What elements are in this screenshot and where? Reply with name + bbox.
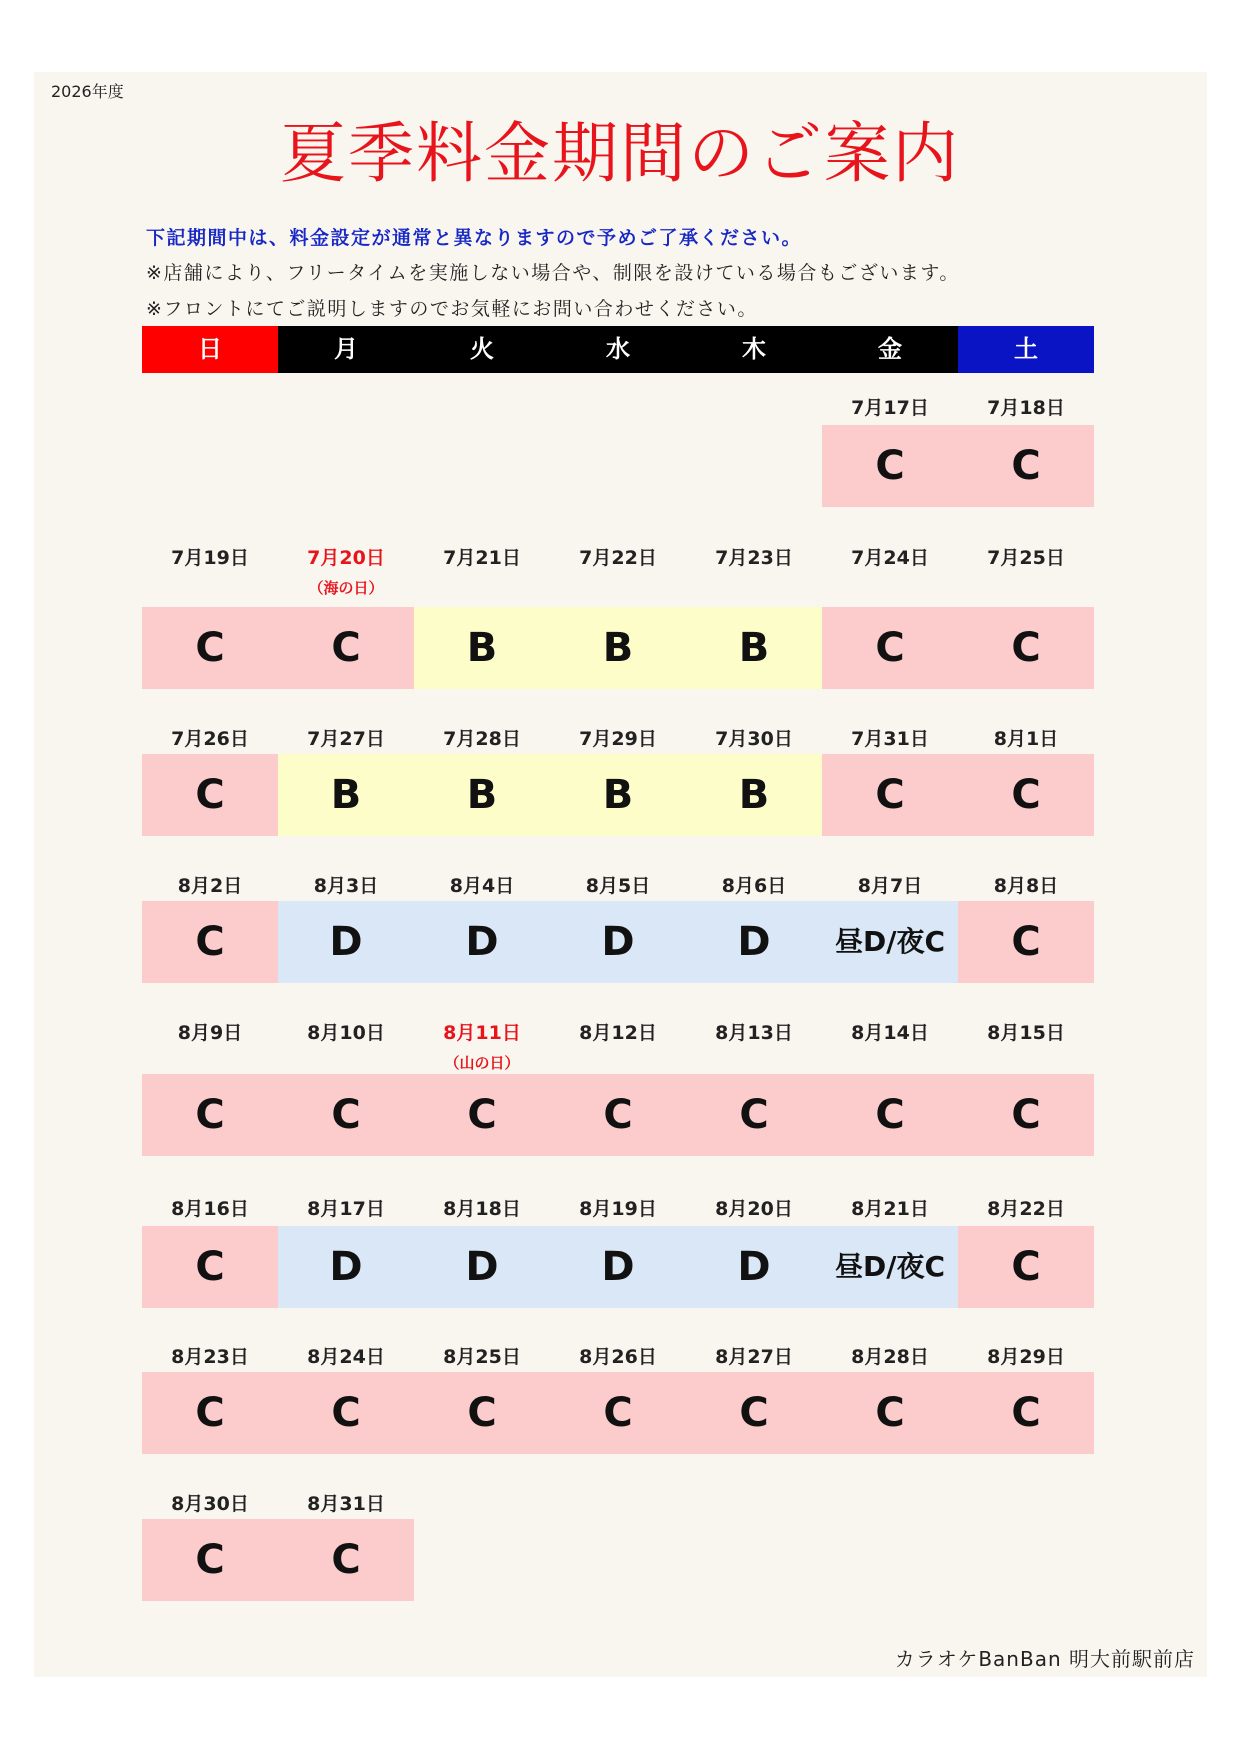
rate-cell: C: [958, 607, 1094, 689]
rate-cell: B: [278, 754, 414, 836]
rate-cell: B: [414, 754, 550, 836]
rate-cell: C: [142, 1372, 278, 1454]
rate-cell: D: [550, 1226, 686, 1308]
date-label: 8月24日: [307, 1346, 385, 1368]
rate-cell: 昼D/夜C: [822, 1226, 958, 1308]
date-label: 8月5日: [585, 875, 651, 897]
rate-cell: C: [550, 1074, 686, 1156]
rate-cell: D: [414, 1226, 550, 1308]
date-label: 7月18日: [987, 397, 1065, 419]
date-label: 7月26日: [171, 728, 249, 750]
rate-cell: C: [822, 754, 958, 836]
date-label: 8月22日: [987, 1198, 1065, 1220]
rate-cell: C: [278, 1372, 414, 1454]
weekday-header-friday: 金: [822, 326, 958, 373]
weekday-header-thursday: 木: [686, 326, 822, 373]
holiday-label: （海の日）: [308, 579, 384, 597]
rate-cell: C: [958, 425, 1094, 507]
date-label: 7月24日: [851, 547, 929, 569]
date-label: 8月10日: [307, 1022, 385, 1044]
date-label: 7月30日: [715, 728, 793, 750]
rate-cell: D: [686, 901, 822, 983]
weekday-header-sunday: 日: [142, 326, 278, 373]
date-label: 7月29日: [579, 728, 657, 750]
rate-cell: C: [142, 607, 278, 689]
date-label: 8月18日: [443, 1198, 521, 1220]
rate-cell: 昼D/夜C: [822, 901, 958, 983]
date-label: 7月21日: [443, 547, 521, 569]
rate-cell: B: [550, 754, 686, 836]
date-label: 8月27日: [715, 1346, 793, 1368]
date-label: 8月1日: [993, 728, 1059, 750]
date-label: 7月27日: [307, 728, 385, 750]
rate-cell: C: [142, 1226, 278, 1308]
rate-cell: D: [278, 901, 414, 983]
date-label: 8月26日: [579, 1346, 657, 1368]
date-label: 7月25日: [987, 547, 1065, 569]
rate-cell: B: [550, 607, 686, 689]
rate-cell: B: [414, 607, 550, 689]
rate-cell: C: [822, 1372, 958, 1454]
notice-free-time: ※店舗により、フリータイムを実施しない場合や、制限を設けている場合もございます。: [146, 262, 960, 284]
date-label: 8月28日: [851, 1346, 929, 1368]
date-label: 7月28日: [443, 728, 521, 750]
date-label: 8月20日: [715, 1198, 793, 1220]
rate-cell: C: [278, 607, 414, 689]
rate-cell: C: [822, 425, 958, 507]
date-label: 7月20日: [307, 547, 385, 569]
rate-cell: C: [822, 1074, 958, 1156]
date-label: 8月13日: [715, 1022, 793, 1044]
date-label: 8月4日: [449, 875, 515, 897]
date-label: 8月12日: [579, 1022, 657, 1044]
rate-cell: C: [686, 1074, 822, 1156]
date-label: 8月19日: [579, 1198, 657, 1220]
date-label: 8月25日: [443, 1346, 521, 1368]
rate-cell: C: [550, 1372, 686, 1454]
rate-cell: C: [142, 901, 278, 983]
rate-cell: C: [958, 754, 1094, 836]
rate-cell: B: [686, 607, 822, 689]
rate-cell: C: [142, 1519, 278, 1601]
rate-cell: B: [686, 754, 822, 836]
date-label: 7月31日: [851, 728, 929, 750]
date-label: 8月16日: [171, 1198, 249, 1220]
rate-cell: C: [958, 1074, 1094, 1156]
rate-cell: C: [414, 1372, 550, 1454]
date-label: 8月29日: [987, 1346, 1065, 1368]
date-label: 8月30日: [171, 1493, 249, 1515]
rate-cell: C: [958, 901, 1094, 983]
weekday-header-saturday: 土: [958, 326, 1094, 373]
store-name: カラオケBanBan 明大前駅前店: [894, 1647, 1195, 1671]
rate-cell: C: [958, 1226, 1094, 1308]
date-label: 8月3日: [313, 875, 379, 897]
rate-cell: C: [278, 1519, 414, 1601]
date-label: 8月15日: [987, 1022, 1065, 1044]
date-label: 8月11日: [443, 1022, 521, 1044]
date-label: 8月9日: [177, 1022, 243, 1044]
date-label: 8月14日: [851, 1022, 929, 1044]
date-label: 8月23日: [171, 1346, 249, 1368]
date-label: 7月19日: [171, 547, 249, 569]
rate-cell: D: [278, 1226, 414, 1308]
rate-cell: C: [822, 607, 958, 689]
fiscal-year-label: 2026年度: [51, 82, 124, 101]
rate-cell: C: [142, 754, 278, 836]
rate-cell: C: [278, 1074, 414, 1156]
rate-cell: C: [686, 1372, 822, 1454]
date-label: 8月6日: [721, 875, 787, 897]
rate-cell: D: [414, 901, 550, 983]
weekday-header-monday: 月: [278, 326, 414, 373]
date-label: 8月7日: [857, 875, 923, 897]
rate-cell: D: [686, 1226, 822, 1308]
date-label: 8月17日: [307, 1198, 385, 1220]
notice-main: 下記期間中は、料金設定が通常と異なりますので予めご了承ください。: [146, 227, 803, 249]
page-title: 夏季料金期間のご案内: [280, 115, 960, 192]
rate-cell: C: [958, 1372, 1094, 1454]
weekday-header-wednesday: 水: [550, 326, 686, 373]
rate-cell: D: [550, 901, 686, 983]
date-label: 8月2日: [177, 875, 243, 897]
date-label: 8月21日: [851, 1198, 929, 1220]
weekday-header-tuesday: 火: [414, 326, 550, 373]
date-label: 7月22日: [579, 547, 657, 569]
date-label: 7月23日: [715, 547, 793, 569]
date-label: 7月17日: [851, 397, 929, 419]
rate-cell: C: [142, 1074, 278, 1156]
holiday-label: （山の日）: [444, 1054, 520, 1072]
date-label: 8月8日: [993, 875, 1059, 897]
rate-cell: C: [414, 1074, 550, 1156]
notice-contact: ※フロントにてご説明しますのでお気軽にお問い合わせください。: [146, 298, 758, 320]
date-label: 8月31日: [307, 1493, 385, 1515]
